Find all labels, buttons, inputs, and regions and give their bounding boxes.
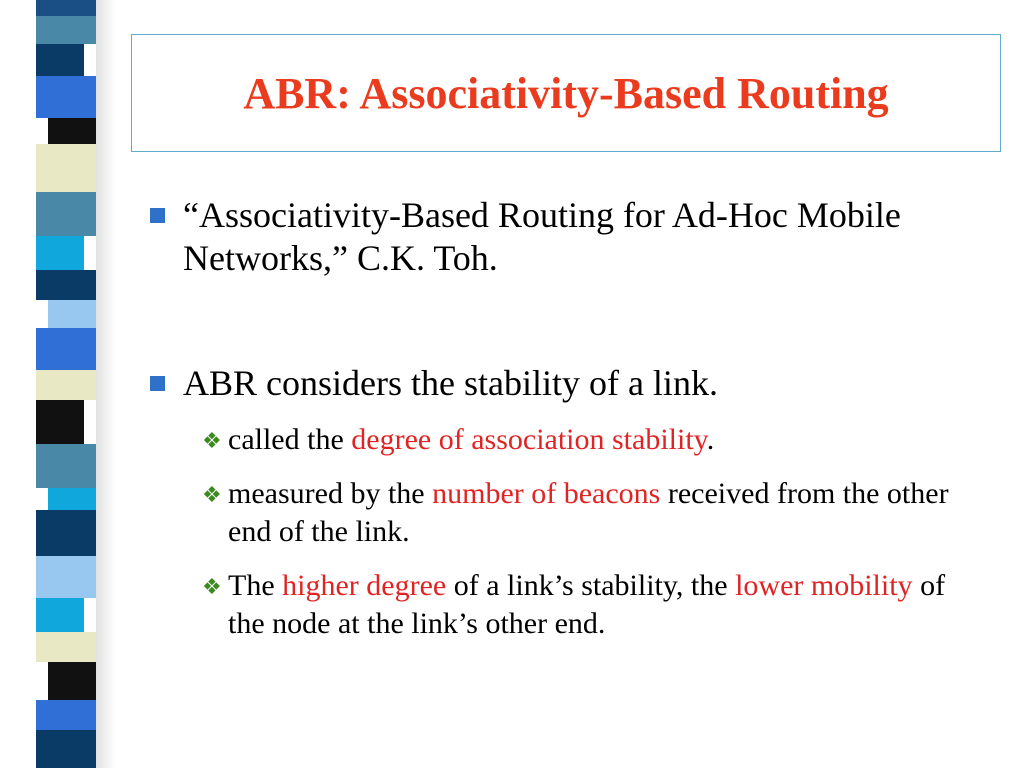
sub-text-highlight: number of beacons [432, 477, 661, 510]
sub-text-plain: measured by the [228, 477, 433, 510]
sub-bullet-item [202, 567, 962, 643]
square-bullet-icon [150, 208, 165, 223]
sub-text-plain: received from the other end of the link. [228, 477, 949, 548]
sub-bullet-text [228, 567, 962, 643]
bullet-text: “Associativity-Based Routing for Ad-Hoc Mobile Networks,” C.K. Toh. [183, 195, 901, 278]
sub-text-highlight: lower mobility [735, 569, 913, 602]
sub-bullet-item [202, 475, 962, 551]
sub-bullet-text [228, 475, 962, 551]
sub-text-highlight: degree of association stability [351, 423, 707, 456]
sub-text-highlight: higher degree [282, 569, 447, 602]
sub-text-plain: of a link’s stability, the [446, 569, 736, 602]
diamond-cluster-icon: ❖ [202, 574, 222, 599]
diamond-cluster-icon: ❖ [202, 482, 222, 507]
sub-bullet-text [228, 421, 962, 459]
diamond-cluster-icon: ❖ [202, 428, 222, 453]
sub-text-plain: called the [228, 423, 352, 456]
sub-text-plain: . [706, 423, 715, 456]
sub-text-plain: of the node at the link’s other end. [228, 569, 946, 640]
square-bullet-icon [150, 376, 165, 391]
sub-text-plain: The [228, 569, 283, 602]
sub-bullet-item [202, 421, 962, 459]
bullet-item [150, 362, 980, 405]
bullet-item [150, 194, 980, 280]
bullet-text: ABR considers the stability of a link. [183, 363, 718, 403]
slide-title: ABR: Associativity-Based Routing [243, 68, 889, 118]
